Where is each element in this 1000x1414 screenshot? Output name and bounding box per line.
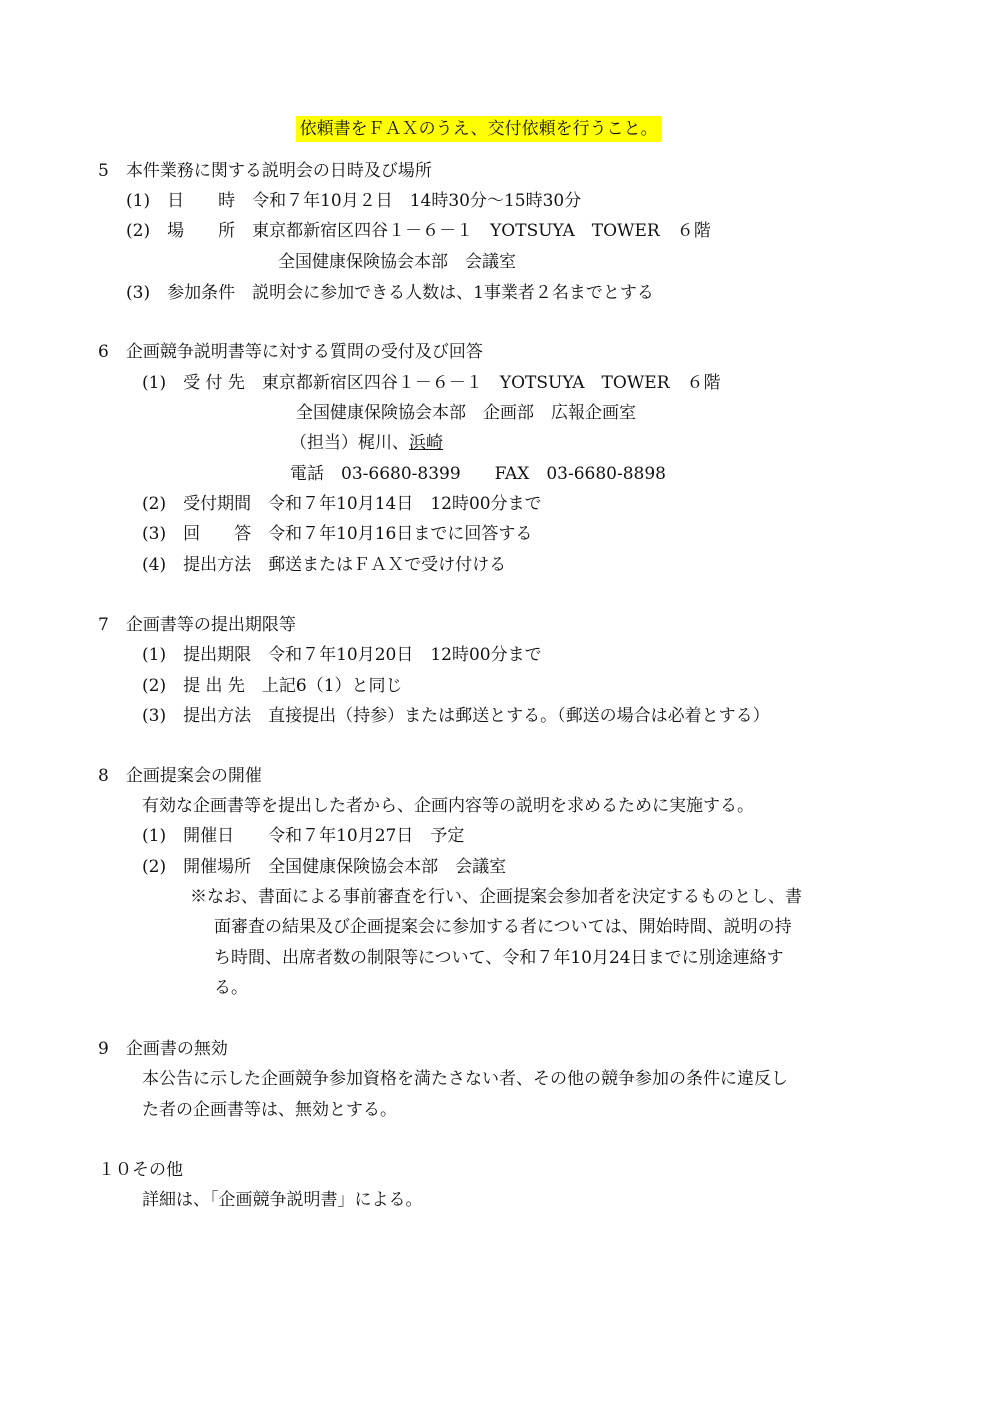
section-6-item-1-contact-person — [290, 432, 443, 454]
section-8-heading: 8 企画提案会の開催 — [98, 766, 262, 786]
section-9-body-line-2: た者の企画書等は、無効とする。 — [142, 1100, 397, 1120]
section-5-item-1: (1) 日 時 令和７年10月２日 14時30分～15時30分 — [126, 191, 582, 211]
section-6-item-2: (2) 受付期間 令和７年10月14日 12時00分まで — [142, 494, 542, 514]
section-6-item-1-department: 全国健康保険協会本部 企画部 広報企画室 — [296, 403, 636, 423]
section-5-heading: 5 本件業務に関する説明会の日時及び場所 — [98, 161, 432, 181]
section-10-heading: １０その他 — [98, 1160, 183, 1180]
section-7-item-1: (1) 提出期限 令和７年10月20日 12時00分まで — [142, 645, 542, 665]
section-8-item-2: (2) 開催場所 全国健康保険協会本部 会議室 — [142, 857, 507, 877]
highlight-mark: 依頼書をＦＡＸのうえ、交付依頼を行うこと。 — [296, 116, 662, 142]
section-8-note-line-3: ち時間、出席者数の制限等について、令和７年10月24日までに別途連絡す — [214, 948, 784, 968]
section-10-body: 詳細は、「企画競争説明書」による。 — [142, 1190, 423, 1210]
section-6-item-1-phone-fax: 電話 03-6680-8399 FAX 03-6680-8898 — [290, 464, 666, 484]
section-7-heading: 7 企画書等の提出期限等 — [98, 615, 296, 635]
section-6-item-3: (3) 回 答 令和７年10月16日までに回答する — [142, 524, 533, 544]
section-8-item-1: (1) 開催日 令和７年10月27日 予定 — [142, 826, 465, 846]
contact-underlined-name: 浜崎 — [409, 433, 443, 453]
section-9-heading: 9 企画書の無効 — [98, 1039, 228, 1059]
section-7-item-2: (2) 提 出 先 上記6（1）と同じ — [142, 676, 403, 696]
section-8-intro: 有効な企画書等を提出した者から、企画内容等の説明を求めるために実施する。 — [142, 796, 754, 816]
section-7-item-3: (3) 提出方法 直接提出（持参）または郵送とする。（郵送の場合は必着とする） — [142, 706, 770, 726]
section-8-note-line-4: る。 — [214, 978, 248, 998]
section-5-item-3: (3) 参加条件 説明会に参加できる人数は、1事業者２名までとする — [126, 283, 654, 303]
contact-prefix: （担当）梶川、 — [290, 433, 409, 453]
section-6-item-1: (1) 受 付 先 東京都新宿区四谷１－６－１ YOTSUYA TOWER ６階 — [142, 373, 721, 393]
section-6-item-4: (4) 提出方法 郵送またはＦＡＸで受け付ける — [142, 555, 507, 575]
section-8-note-line-2: 面審査の結果及び企画提案会に参加する者については、開始時間、説明の持 — [214, 917, 792, 937]
section-5-item-2: (2) 場 所 東京都新宿区四谷１－６－１ YOTSUYA TOWER ６階 — [126, 221, 711, 241]
section-5-item-2-continued: 全国健康保険協会本部 会議室 — [278, 252, 516, 272]
section-9-body-line-1: 本公告に示した企画競争参加資格を満たさない者、その他の競争参加の条件に違反し — [142, 1069, 788, 1089]
highlighted-note — [274, 96, 662, 162]
section-6-heading: 6 企画競争説明書等に対する質問の受付及び回答 — [98, 342, 483, 362]
section-8-note-line-1: ※なお、書面による事前審査を行い、企画提案会参加者を決定するものとし、書 — [190, 887, 802, 907]
